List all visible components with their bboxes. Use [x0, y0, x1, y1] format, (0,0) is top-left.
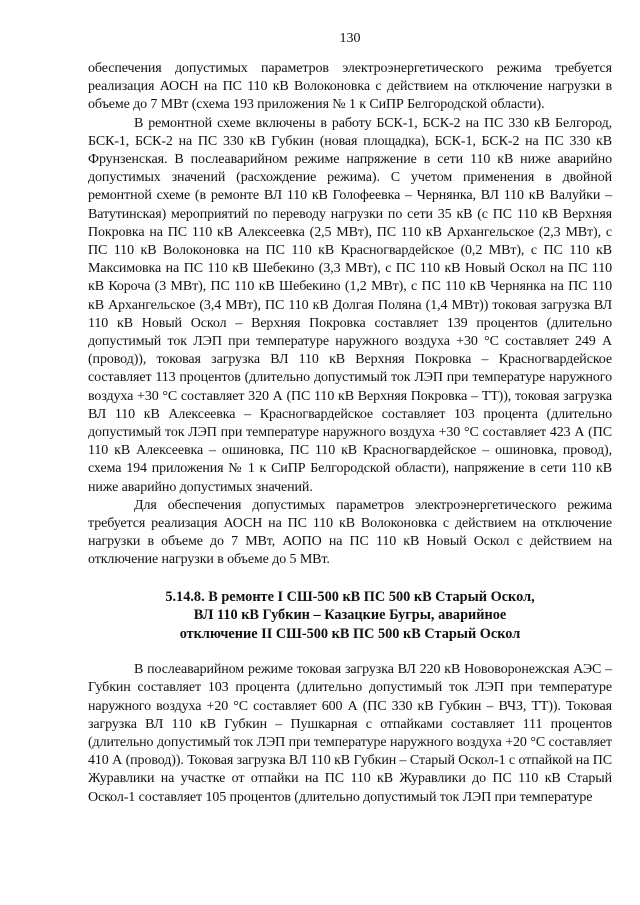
section-heading [88, 588, 612, 644]
section-heading-line-3: отключение II СШ-500 кВ ПС 500 кВ Старый Оскол [179, 625, 521, 642]
page-number: 130 [339, 31, 361, 46]
section-heading-line-2: ВЛ 110 кВ Губкин – Казацкие Бугры, аварийное [193, 607, 507, 624]
paragraph-post-emergency: В послеаварийном режиме токовая загрузка ВЛ 220 кВ Нововоронежская АЭС – Губкин составляет 103 процента (длительно допустимый ток ЛЭП при температуре наружного воздуха +20 °С составляет 600 А (ПС 330 кВ Губкин – ВЧЗ, ТТ)). Токовая загрузка ВЛ 110 кВ Губкин – Пушкарная с отпайками составляет 111 процентов (длительно допустимый ток ЛЭП при температуре наружного воздуха +20 °С составляет 410 А (провод)). Токовая загрузка ВЛ 110 кВ Губкин – Старый Оскол-1 с отпайкой на ПС Журавлики на участке от отпайки на ПС 110 кВ Журавлики до ПС 110 кВ Старый Оскол-1 составляет 105 процентов (длительно допустимый ток ЛЭП при температуре [88, 662, 612, 805]
document-page [88, 30, 612, 807]
section-heading-line-1: 5.14.8. В ремонте I СШ-500 кВ ПС 500 кВ Старый Оскол, [165, 588, 535, 605]
paragraph-requirements: Для обеспечения допустимых параметров электроэнергетического режима требуется реализация АОСН на ПС 110 кВ Волоконовка с действием на отключение нагрузки в объеме до 7 МВт, АОПО на ПС 110 кВ Новый Оскол с действием на отключение нагрузки в объеме до 5 МВт. [88, 497, 612, 568]
paragraph-continuation: обеспечения допустимых параметров электроэнергетического режима требуется реализация АОСН на ПС 110 кВ Волоконовка с действием на отключение нагрузки в объеме до 7 МВт (схема 193 приложения № 1 к СиПР Белгородской области). [88, 61, 612, 113]
paragraph-repair-scheme: В ремонтной схеме включены в работу БСК-1, БСК-2 на ПС 330 кВ Белгород, БСК-1, БСК-2 на ПС 330 кВ Губкин (новая площадка), БСК-1, БСК-2 на ПС 330 кВ Фрунзенская. В послеаварийном режиме напряжение в сети 110 кВ ниже аварийно допустимых значений (расхождение режима). С учетом применения в двойной ремонтной схеме (в ремонте ВЛ 110 кВ Голофеевка – Чернянка, ВЛ 110 кВ Валуйки – Ватутинская) мероприятий по переводу нагрузки по сети 35 кВ (с ПС 110 кВ Верхняя Покровка на ПС 110 кВ Алексеевка (2,5 МВт), ПС 110 кВ Архангельское (2,3 МВт), с ПС 110 кВ Волоконовка на ПС 110 кВ Красногвардейское (0,2 МВт), с ПС 110 кВ Максимовка на ПС 110 кВ Шебекино (3,3 МВт), с ПС 110 кВ Новый Оскол на ПС 110 кВ Короча (3 МВт), ПС 110 кВ Шебекино (1,2 МВт), с ПС 110 кВ Чернянка на ПС 110 кВ Архангельское (3,4 МВт), ПС 110 кВ Долгая Поляна (1,4 МВт)) токовая загрузка ВЛ 110 кВ Новый Оскол – Верхняя Покровка составляет 139 процентов (длительно допустимый ток ЛЭП при температуре наружного воздуха +30 °С составляет 249 А (провод)), токовая загрузка ВЛ 110 кВ Верхняя Покровка – Красногвардейское составляет 113 процентов (длительно допустимый ток ЛЭП при температуре наружного воздуха +30 °С составляет 320 А (ПС 110 кВ Верхняя Покровка – ТТ)), токовая загрузка ВЛ 110 кВ Алексеевка – Красногвардейское составляет 103 процента (длительно допустимый ток ЛЭП при температуре наружного воздуха +30 °С составляет 423 А (ПС 110 кВ Алексеевка – ошиновка, ПС 110 кВ Красногвардейское – ошиновка, провод), схема 194 приложения № 1 к СиПР Белгородской области), напряжение в сети 110 кВ ниже аварийно допустимых значений. [88, 115, 612, 495]
